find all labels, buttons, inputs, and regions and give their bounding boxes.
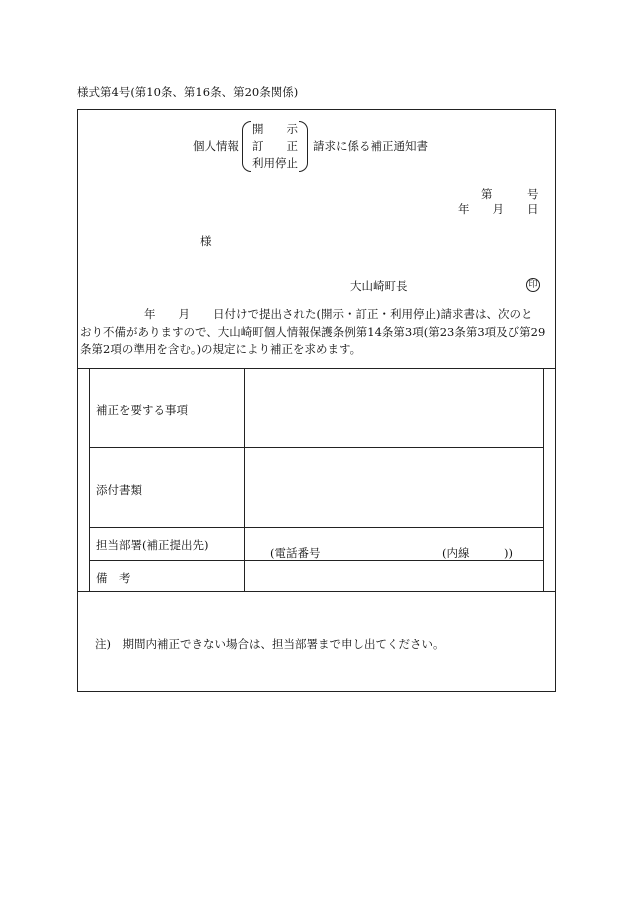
left-brace <box>242 121 251 172</box>
body-line-2: おり不備がありますので、大山崎町個人情報保護条例第14条第3項(第23条第3項及び第29 <box>80 325 546 339</box>
title-option-correction: 訂 正 <box>252 139 298 153</box>
title-option-suspension: 利用停止 <box>252 156 298 170</box>
table-left-rule <box>89 368 90 591</box>
row-label-remarks: 備 考 <box>96 571 131 585</box>
title-suffix: 請求に係る補正通知書 <box>313 139 428 153</box>
phone-label: (電話番号 <box>270 546 321 560</box>
row-divider-1 <box>89 447 543 448</box>
row-divider-2 <box>89 527 543 528</box>
document-number: 第 号 <box>481 187 539 201</box>
issuer-name: 大山崎町長 <box>350 279 408 293</box>
title-prefix: 個人情報 <box>193 139 239 153</box>
addressee-suffix: 様 <box>200 234 212 248</box>
body-line-3: 条第2項の準用を含む。)の規定により補正を求めます。 <box>80 342 362 356</box>
note-text: 注) 期間内補正できない場合は、担当部署まで申し出てください。 <box>95 637 445 651</box>
right-brace <box>299 121 308 172</box>
body-line-1: 年 月 日付けで提出された(開示・訂正・利用停止)請求書は、次のと <box>144 307 533 321</box>
seal-mark: 印 <box>526 278 540 292</box>
table-top-rule <box>77 368 556 369</box>
table-bottom-rule <box>77 591 556 592</box>
title-option-disclosure: 開 示 <box>252 122 298 136</box>
row-label-attachments: 添付書類 <box>96 483 142 497</box>
table-label-divider <box>244 368 245 591</box>
table-right-rule <box>543 368 544 591</box>
row-label-department: 担当部署(補正提出先) <box>96 538 209 552</box>
form-number: 様式第4号(第10条、第16条、第20条関係) <box>77 85 299 99</box>
extension-label: (内線 )) <box>442 546 513 560</box>
issue-date: 年 月 日 <box>458 202 539 216</box>
row-label-correction-items: 補正を要する事項 <box>96 403 188 417</box>
